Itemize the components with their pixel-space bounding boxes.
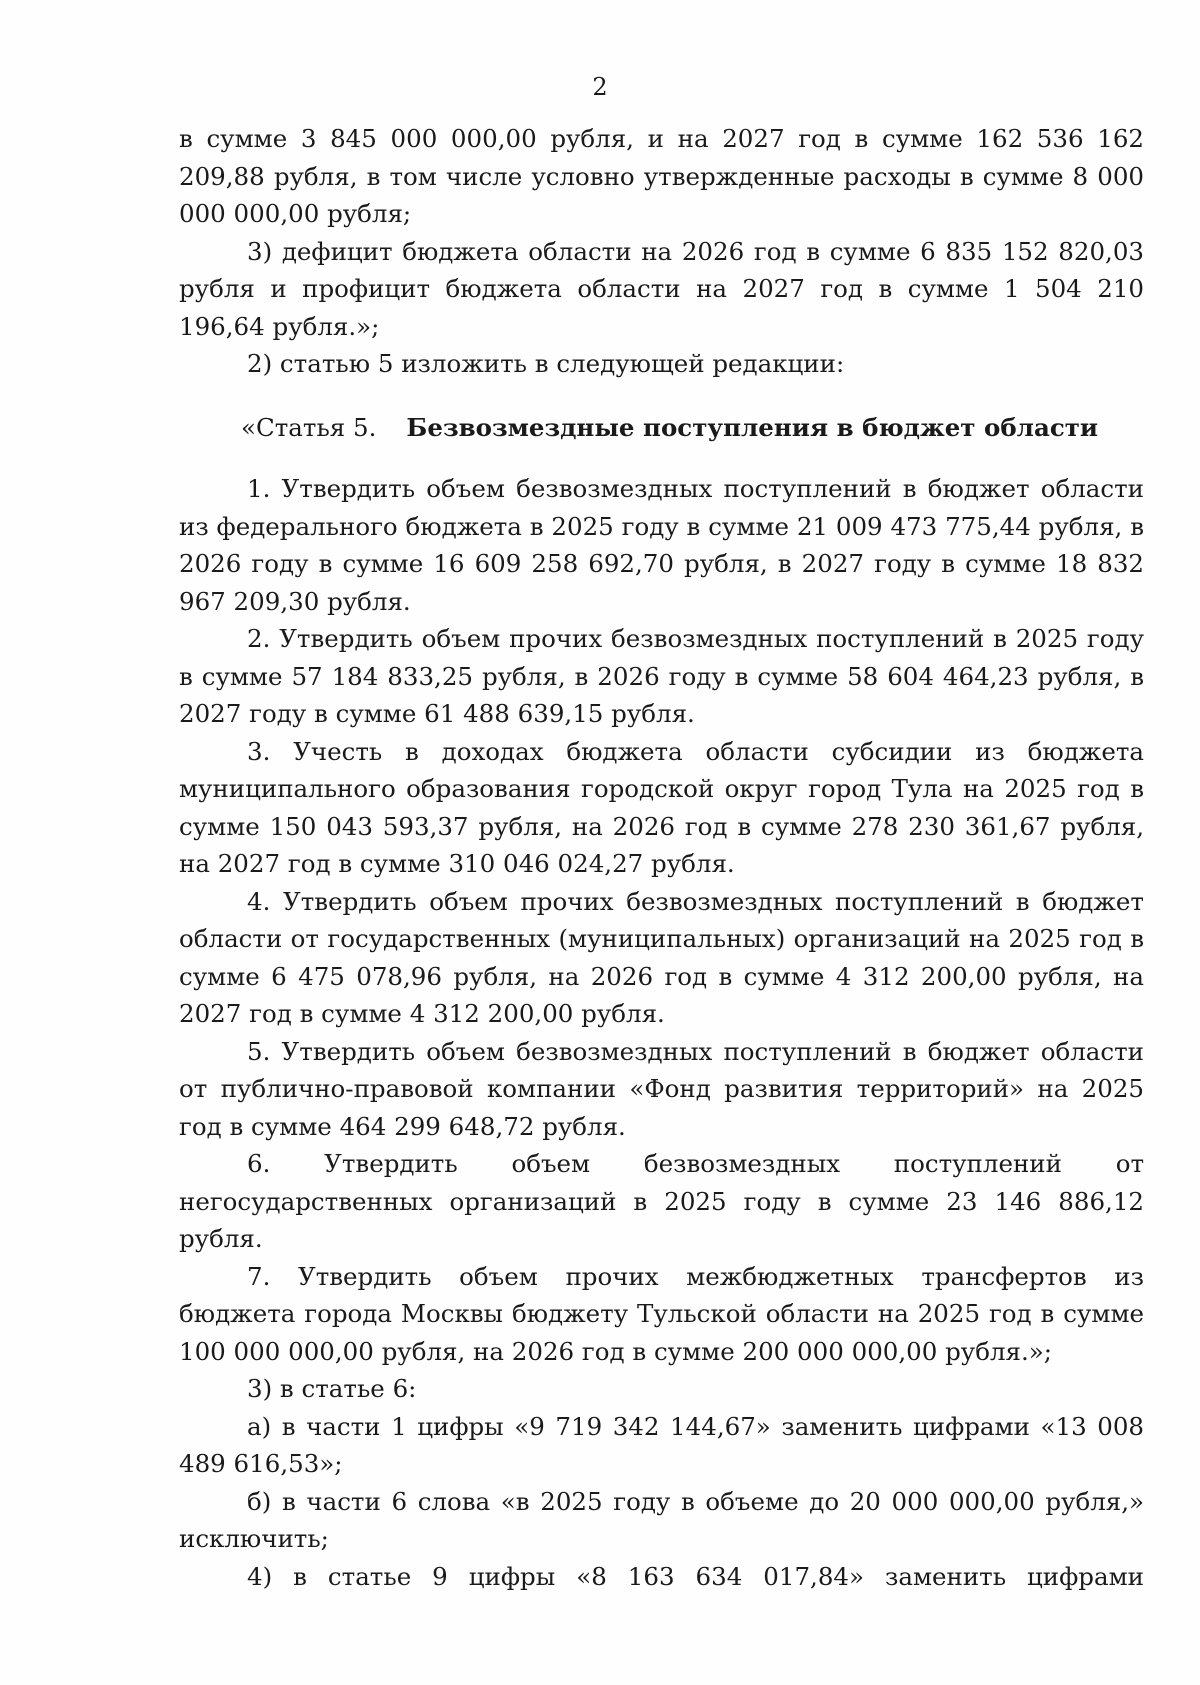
- article-item-1: 1. Утвердить объем безвозмездных поступлений в бюджет области из федерального бюджета в 2025 году в сумме 21 009 473 775,44 рубля, в 2026 году в сумме 16 609 258 692,70 рубля, в 2027 году в сумме 18 832 967 209,30 рубля.: [179, 474, 1144, 616]
- page-number: 2: [592, 73, 608, 101]
- article-title: Безвозмездные поступления в бюджет области: [406, 412, 1099, 442]
- article-item-5: 5. Утвердить объем безвозмездных поступлений в бюджет области от публично-правовой компании «Фонд развития территорий» на 2025 год в сумме 464 299 648,72 рубля.: [179, 1036, 1144, 1141]
- article-item-6: 6. Утвердить объем безвозмездных поступлений от негосударственных организаций в 2025 году в сумме 23 146 886,12 рубля.: [179, 1149, 1144, 1253]
- article-item-7: 7. Утвердить объем прочих межбюджетных трансфертов из бюджета города Москвы бюджету Тульской области на 2025 год в сумме 100 000 000,00 рубля, на 2026 год в сумме 200 000 000,00 рубля.»;: [179, 1261, 1144, 1366]
- amendment-article-9: 4) в статье 9 цифры «8 163 634 017,84» заменить цифрами: [247, 1561, 1144, 1591]
- article-number: «Статья 5.: [241, 412, 377, 442]
- article-heading: [241, 409, 1144, 447]
- paragraph-continuation: в сумме 3 845 000 000,00 рубля, и на 2027 год в сумме 162 536 162 209,88 рубля, в том числе условно утвержденные расходы в сумме 8 000 000 000,00 рубля;: [179, 124, 1144, 228]
- article-item-2: 2. Утвердить объем прочих безвозмездных поступлений в 2025 году в сумме 57 184 833,25 рубля, в 2026 году в сумме 58 604 464,23 рубля, в 2027 году в сумме 61 488 639,15 рубля.: [179, 624, 1144, 728]
- paragraph-article-5-intro: 2) статью 5 изложить в следующей редакции:: [247, 349, 845, 378]
- article-item-3: 3. Учесть в доходах бюджета области субсидии из бюджета муниципального образования городской округ город Тула на 2025 год в сумме 150 043 593,37 рубля, на 2026 год в сумме 278 230 361,67 рубля, на 2027 год в сумме 310 046 024,27 рубля.: [179, 736, 1144, 878]
- amendment-article-6: 3) в статье 6:: [247, 1374, 417, 1403]
- article-item-4: 4. Утвердить объем прочих безвозмездных поступлений в бюджет области от государственных (муниципальных) организаций на 2025 год в сумме 6 475 078,96 рубля, на 2026 год в сумме 4 312 200,00 рубля, на 2027 год в сумме 4 312 200,00 рубля.: [179, 886, 1144, 1028]
- amendment-6-part-6: б) в части 6 слова «в 2025 году в объеме до 20 000 000,00 рубля,» исключить;: [179, 1486, 1144, 1553]
- paragraph-deficit: 3) дефицит бюджета области на 2026 год в сумме 6 835 152 820,03 рубля и профицит бюджета области на 2027 год в сумме 1 504 210 196,64 рубля.»;: [179, 236, 1144, 341]
- document-body: [179, 120, 1144, 1595]
- amendment-6-part-1: а) в части 1 цифры «9 719 342 144,67» заменить цифрами «13 008 489 616,53»;: [179, 1411, 1144, 1478]
